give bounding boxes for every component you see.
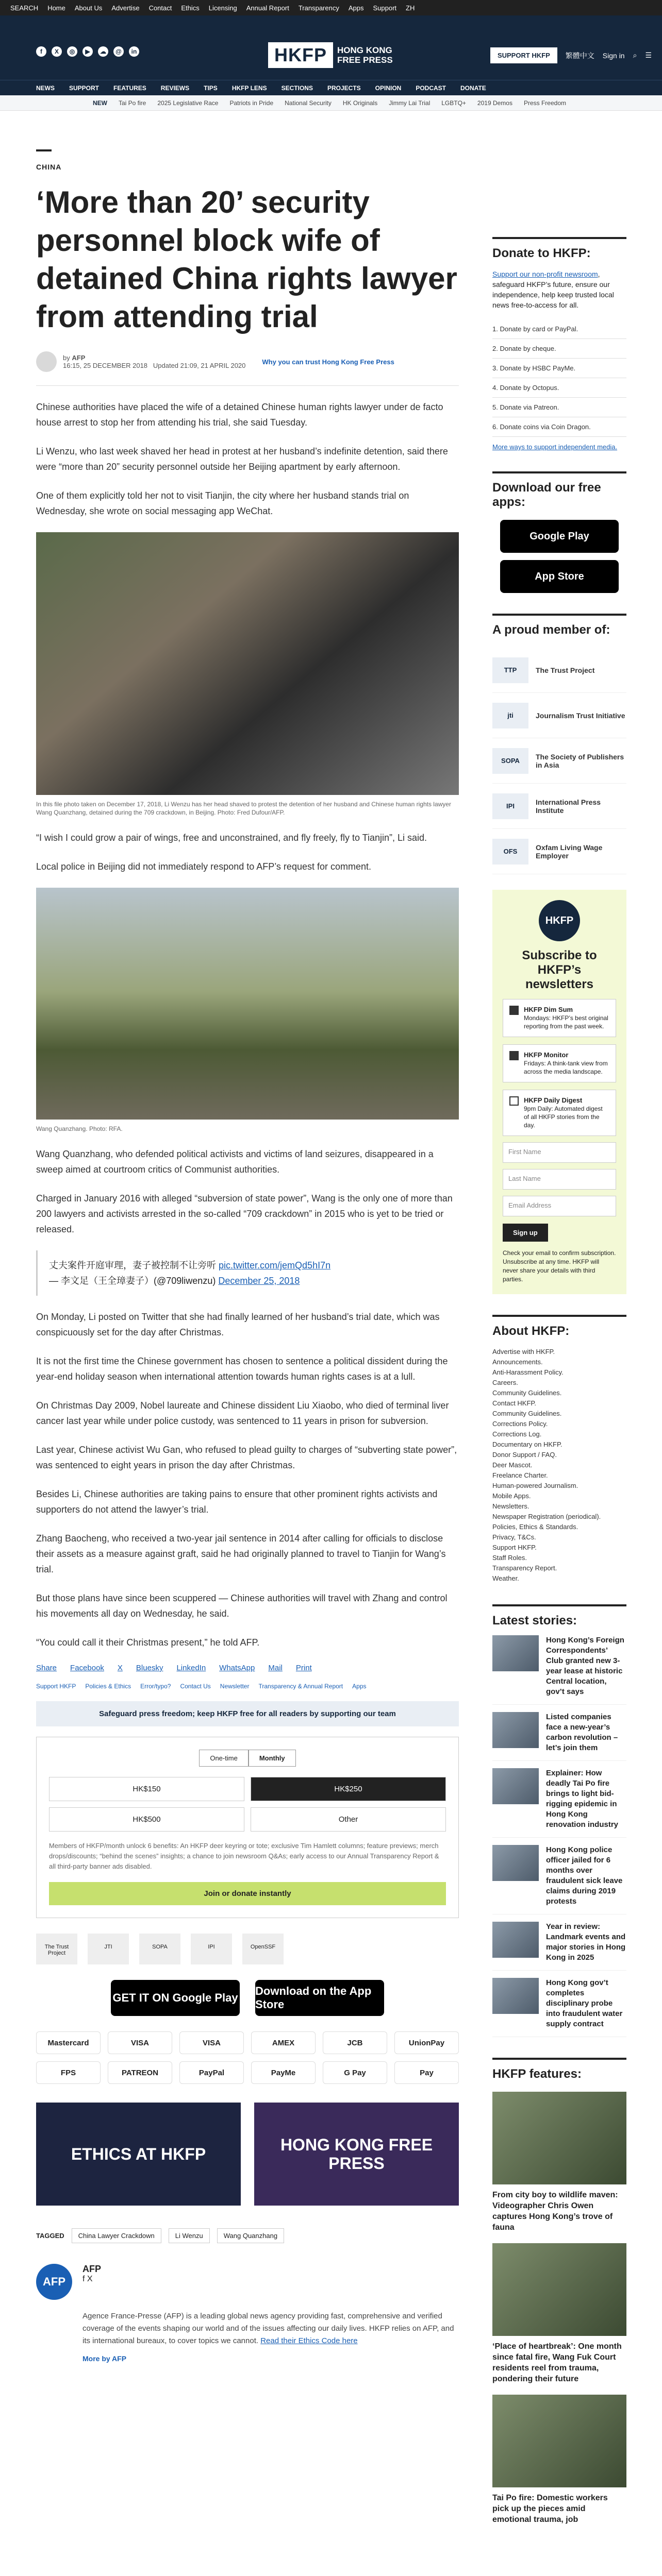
nav-item[interactable]: NEWS: [36, 84, 55, 92]
nav-item[interactable]: HKFP LENS: [231, 84, 267, 92]
paragraph: On Monday, Li posted on Twitter that she had finally learned of her husband’s trial date, which was conspicuously set for the day after Christmas.: [36, 1312, 440, 1337]
newsletter-signup: [492, 890, 626, 1294]
about-link[interactable]: Anti-Harassment Policy.: [492, 1368, 564, 1376]
title-rule: [36, 149, 52, 151]
nav-item[interactable]: PODCAST: [416, 84, 446, 92]
paragraph: “You could call it their Christmas present,” he told AFP.: [36, 1637, 260, 1648]
newsletter-name: HKFP Monitor: [524, 1051, 569, 1059]
publish-date: 16:15, 25 DECEMBER 2018: [63, 362, 148, 369]
nav-item[interactable]: FEATURES: [113, 84, 146, 92]
about-link[interactable]: Staff Roles.: [492, 1554, 527, 1562]
support-newsroom-link[interactable]: Support our non-profit newsroom: [492, 270, 598, 278]
trust-logos: [36, 1934, 459, 1964]
trust-link[interactable]: Why you can trust Hong Kong Free Press: [262, 358, 394, 366]
tweet-text: 丈夫案件开庭审理，妻子被控制不让旁听: [49, 1260, 216, 1270]
paragraph: Li Wenzu, who last week shaved her head in protest at her husband’s indefinite detention, said there were “more than 20” security personnel outside her Beijing apartment by early afternoon.: [36, 446, 448, 472]
about-link[interactable]: Careers.: [492, 1379, 518, 1386]
member-item[interactable]: [492, 829, 626, 874]
about-link[interactable]: Policies, Ethics & Standards.: [492, 1523, 578, 1531]
story-title: Hong Kong gov’t completes disciplinary probe into fraudulent water supply contract: [546, 1978, 623, 2028]
nav-item[interactable]: OPINION: [375, 84, 402, 92]
footer-link[interactable]: Apps: [352, 1683, 367, 1690]
checkbox-checked[interactable]: [509, 1051, 519, 1060]
payment-logo[interactable]: Mastercard: [36, 2031, 101, 2054]
member-logo: IPI: [492, 793, 528, 819]
top-link[interactable]: Transparency: [298, 4, 339, 12]
trending-link[interactable]: 2019 Demos: [477, 99, 512, 107]
feature-item[interactable]: [492, 2243, 626, 2384]
paragraph: On Christmas Day 2009, Nobel laureate and Chinese dissident Liu Xiaobo, who died of terminal liver cancer last year while under police custody, was sentenced to 11 years in prison for subversion.: [36, 1400, 449, 1426]
nav-item[interactable]: TIPS: [204, 84, 218, 92]
payment-logo[interactable]: PATREON: [108, 2061, 172, 2084]
paragraph: “I wish I could grow a pair of wings, free and unconstrained, and fly freely, fly to Tianjin”, Li said.: [36, 833, 427, 843]
story-item[interactable]: [492, 1705, 626, 1761]
trust-logo[interactable]: IPI: [191, 1934, 232, 1964]
about-link[interactable]: Newsletters.: [492, 1502, 529, 1510]
story-item[interactable]: [492, 1971, 626, 2037]
newsletter-option-text: [524, 1051, 609, 1076]
payment-logo[interactable]: FPS: [36, 2061, 101, 2084]
story-title: Hong Kong’s Foreign Correspondents’ Club granted new 3-year lease at historic Central location, gov’t says: [546, 1636, 624, 1696]
member-logo: SOPA: [492, 748, 528, 774]
trending-bar: [0, 95, 662, 111]
amount-option[interactable]: HK$500: [49, 1807, 244, 1832]
paragraph: Wang Quanzhang, who defended political activists and victims of land seizures, disappeared in a sweep aimed at courtroom critics of Communist authorities.: [36, 1149, 434, 1175]
newsletter-desc: Mondays: HKFP’s best original reporting from the past week.: [524, 1014, 608, 1030]
about-link[interactable]: Weather.: [492, 1574, 519, 1582]
trending-link[interactable]: National Security: [285, 99, 332, 107]
more-by-author[interactable]: More by AFP: [82, 2354, 127, 2363]
byline-text: [63, 354, 245, 369]
facebook-icon[interactable]: f: [82, 2275, 85, 2283]
latest-heading: Latest stories:: [492, 1604, 626, 1628]
about-link[interactable]: Transparency Report.: [492, 1564, 557, 1572]
member-name: Oxfam Living Wage Employer: [536, 843, 603, 860]
app-store-badge[interactable]: App Store: [500, 560, 619, 593]
threads-icon[interactable]: @: [113, 46, 124, 57]
share-link[interactable]: Mail: [268, 1664, 283, 1672]
tags-label: TAGGED: [36, 2232, 64, 2240]
share-link[interactable]: Bluesky: [136, 1664, 163, 1672]
checkbox-unchecked[interactable]: [509, 1096, 519, 1106]
last-name-input[interactable]: Last Name: [503, 1169, 616, 1190]
paragraph: Last year, Chinese activist Wu Gan, who refused to plead guilty to charges of “subverting state power”, was sentenced to eight years in prison the day after Christmas.: [36, 1445, 457, 1470]
sidebar-app-badges: [492, 520, 626, 593]
divider: [36, 385, 459, 386]
main-nav: [0, 80, 662, 95]
donate-heading: Donate to HKFP:: [492, 237, 626, 261]
about-link[interactable]: Privacy, T&Cs.: [492, 1533, 536, 1541]
paragraph: But those plans have since been scuppered — Chinese authorities will travel with Zhang and control his movements all day on Wednesday, he said.: [36, 1593, 448, 1619]
newsletter-desc: Fridays: A think-tank view from across the media landscape.: [524, 1060, 608, 1075]
promo-videos: [36, 2103, 459, 2206]
story-thumbnail: [492, 1922, 539, 1958]
payment-logo[interactable]: VISA: [179, 2031, 244, 2054]
about-link[interactable]: Support HKFP.: [492, 1544, 537, 1551]
donate-option[interactable]: 6. Donate coins via Coin Dragon.: [492, 417, 626, 437]
payment-logo[interactable]: Pay: [394, 2061, 459, 2084]
about-link[interactable]: Mobile Apps.: [492, 1492, 531, 1500]
author-avatar-large[interactable]: AFP: [36, 2264, 72, 2300]
bluesky-icon[interactable]: ☁: [98, 46, 108, 57]
share-link[interactable]: LinkedIn: [176, 1664, 206, 1672]
share-link[interactable]: X: [117, 1664, 123, 1672]
nav-item[interactable]: SECTIONS: [281, 84, 313, 92]
tag-link[interactable]: Li Wenzu: [169, 2228, 210, 2243]
new-label: NEW: [93, 99, 107, 107]
feature-item[interactable]: [492, 2395, 626, 2525]
feature-image: [492, 2395, 626, 2487]
share-link[interactable]: WhatsApp: [219, 1664, 255, 1672]
header-actions: [490, 47, 652, 63]
amount-options: [49, 1777, 446, 1832]
top-link[interactable]: Apps: [348, 4, 364, 12]
newsletter-title: Subscribe to HKFP’s newsletters: [522, 948, 597, 991]
figure-li-wenzu: [36, 532, 459, 817]
tags: [36, 2228, 459, 2243]
newsletter-name: HKFP Dim Sum: [524, 1006, 573, 1013]
newsletter-note: Check your email to confirm subscription. Unsubscribe at any time. HKFP will never share your details with third parties.: [503, 1249, 616, 1283]
newsletter-desc: 9pm Daily: Automated digest of all HKFP stories from the day.: [524, 1105, 603, 1129]
top-link[interactable]: Advertise: [111, 4, 140, 12]
trending-link[interactable]: Jimmy Lai Trial: [389, 99, 431, 107]
google-play-badge[interactable]: Google Play: [500, 520, 619, 553]
tweet-pic-link[interactable]: pic.twitter.com/jemQd5hI7n: [219, 1260, 331, 1270]
feature-item[interactable]: [492, 2092, 626, 2233]
trending-link[interactable]: LGBTQ+: [441, 99, 466, 107]
signin-link[interactable]: Sign in: [602, 51, 625, 60]
member-heading: A proud member of:: [492, 614, 626, 637]
member-logo: TTP: [492, 657, 528, 683]
trust-logo[interactable]: JTI: [88, 1934, 129, 1964]
amount-option[interactable]: Other: [251, 1807, 446, 1832]
about-link[interactable]: Announcements.: [492, 1358, 543, 1366]
author-social-icons: [82, 2275, 101, 2284]
footer-link[interactable]: Support HKFP: [36, 1683, 76, 1690]
signup-button[interactable]: Sign up: [503, 1224, 548, 1242]
byline: [36, 351, 459, 372]
donate-widget: [36, 1737, 459, 1918]
about-link[interactable]: Donor Support / FAQ.: [492, 1451, 557, 1459]
nav-item[interactable]: PROJECTS: [327, 84, 361, 92]
author-link[interactable]: AFP: [72, 354, 86, 362]
byline-prefix: by: [63, 354, 70, 362]
donate-intro-text: , safeguard HKFP’s future, ensure our independence, help keep trusted local news free-to-access for all.: [492, 270, 614, 309]
share-link[interactable]: Share: [36, 1664, 57, 1672]
payment-logo[interactable]: AMEX: [251, 2031, 316, 2054]
figure-wang-quanzhang: [36, 888, 459, 1133]
apps-heading: Download our free apps:: [492, 471, 626, 510]
about-link[interactable]: Documentary on HKFP.: [492, 1440, 562, 1448]
trending-link[interactable]: Tai Po fire: [119, 99, 146, 107]
top-link[interactable]: ZH: [406, 4, 415, 12]
story-thumbnail: [492, 1768, 539, 1804]
donate-option[interactable]: 3. Donate by HSBC PayMe.: [492, 359, 626, 378]
story-item[interactable]: [492, 1761, 626, 1838]
email-input[interactable]: Email Address: [503, 1196, 616, 1216]
about-link[interactable]: Human-powered Journalism.: [492, 1482, 578, 1489]
paragraph: One of them explicitly told her not to visit Tianjin, the city where her husband stands trial on Wednesday, she wrote on social messaging app WeChat.: [36, 490, 409, 516]
member-logo: jti: [492, 703, 528, 728]
member-item[interactable]: [492, 648, 626, 693]
author-bio-text: Agence France-Presse (AFP) is a leading global news agency providing fast, comprehensive and verified coverage of the events shaping our world and of the issues affecting our daily lives. HKFP relies on AFP, and its international bureaux, to cover topics we cannot.: [82, 2312, 454, 2345]
amount-option[interactable]: HK$150: [49, 1777, 244, 1801]
member-item[interactable]: [492, 738, 626, 784]
safeguard-banner[interactable]: Safeguard press freedom; keep HKFP free for all readers by supporting our team: [36, 1701, 459, 1726]
story-thumbnail: [492, 1635, 539, 1671]
story-title: Explainer: How deadly Tai Po fire brings to light bid-rigging epidemic in Hong Kong renovation industry: [546, 1769, 619, 1829]
about-link[interactable]: Contact HKFP.: [492, 1399, 537, 1407]
logo-line: HONG KONG: [337, 45, 392, 55]
site-header: [0, 15, 662, 80]
about-link[interactable]: Deer Mascot.: [492, 1461, 533, 1469]
about-link[interactable]: Corrections Policy.: [492, 1420, 548, 1428]
language-link[interactable]: 繁體中文: [565, 51, 594, 60]
story-item[interactable]: [492, 1914, 626, 1971]
feature-title: ‘Place of heartbreak’: One month since fatal fire, Wang Fuk Court residents reel from trauma, pondering their future: [492, 2342, 622, 2383]
latest-stories: [492, 1628, 626, 2037]
nav-item[interactable]: REVIEWS: [160, 84, 190, 92]
donate-option[interactable]: 1. Donate by card or PayPal.: [492, 319, 626, 339]
article-category[interactable]: CHINA: [36, 163, 62, 171]
trust-logo[interactable]: SOPA: [139, 1934, 180, 1964]
about-link[interactable]: Corrections Log.: [492, 1430, 542, 1438]
feature-image: [492, 2243, 626, 2336]
paragraph: Besides Li, Chinese authorities are taking pains to ensure that other prominent rights activists and supporters do not attend the lawyer’s trial.: [36, 1489, 438, 1515]
newsletter-option[interactable]: [503, 999, 616, 1037]
monthly-option[interactable]: Monthly: [249, 1750, 296, 1767]
paragraph: Zhang Baocheng, who received a two-year jail sentence in 2014 after calling for officials to disclose their assets as a measure against graft, said he had originally planned to travel to Tianjin for Wang’s trial.: [36, 1533, 446, 1574]
more-ways-link[interactable]: More ways to support independent media.: [492, 443, 618, 451]
embedded-tweet: [36, 1250, 459, 1296]
about-link[interactable]: Newspaper Registration (periodical).: [492, 1513, 601, 1520]
story-thumbnail: [492, 1845, 539, 1881]
paragraph: It is not the first time the Chinese government has chosen to sentence a political dissident during the year-end holiday season when international attention towards human rights cases is at a lull.: [36, 1356, 448, 1382]
trending-link[interactable]: Patriots in Pride: [229, 99, 274, 107]
story-thumbnail: [492, 1978, 539, 2014]
frequency-toggle: [49, 1750, 446, 1767]
membership-note: Members of HKFP/month unlock 6 benefits: An HKFP deer keyring or tote; exclusive Tim Hamlett columns; feature previews; merch drops/discounts; “behind the scenes” insights; a chance to join newsroom Q&As; early access to our Annual Transparency Report & all third-party banner ads disabled.: [49, 1842, 439, 1870]
app-store-badge[interactable]: Download on the App Store: [255, 1980, 384, 2016]
linkedin-icon[interactable]: in: [129, 46, 139, 57]
donate-options: [492, 319, 626, 437]
photo-wang-quanzhang: [36, 888, 459, 1120]
youtube-icon[interactable]: ▶: [82, 46, 93, 57]
logo-line: FREE PRESS: [337, 55, 393, 65]
trending-link[interactable]: 2025 Legislative Race: [157, 99, 219, 107]
google-play-badge[interactable]: GET IT ON Google Play: [111, 1980, 240, 2016]
member-name: Journalism Trust Initiative: [536, 711, 625, 720]
amount-option-selected[interactable]: HK$250: [251, 1777, 446, 1801]
payment-logo[interactable]: PayMe: [251, 2061, 316, 2084]
top-link[interactable]: Support: [373, 4, 397, 12]
top-link[interactable]: Contact: [148, 4, 172, 12]
donate-option[interactable]: 4. Donate by Octopus.: [492, 378, 626, 398]
member-name: International Press Institute: [536, 798, 601, 815]
payment-logo[interactable]: UnionPay: [394, 2031, 459, 2054]
logo-mark: HKFP: [268, 42, 333, 68]
top-link[interactable]: Home: [47, 4, 65, 12]
author-info: [82, 2264, 101, 2300]
photo-caption: In this file photo taken on December 17, 2018, Li Wenzu has her head shaved to protest the detention of her husband and Chinese human rights lawyer Wang Quanzhang, detained during the 709 crackdown, in Beijing. Photo: Fred Dufour/AFP.: [36, 801, 451, 816]
donate-option[interactable]: 2. Donate by cheque.: [492, 339, 626, 359]
feature-image: [492, 2092, 626, 2184]
tag-link[interactable]: Wang Quanzhang: [217, 2228, 284, 2243]
footer-link[interactable]: Transparency & Annual Report: [258, 1683, 343, 1690]
paragraph: Charged in January 2016 with alleged “subversion of state power”, Wang is the only one of more than 200 lawyers and activists arrested in the so-called “709 crackdown” in 2015 who is yet to be tried or released.: [36, 1193, 453, 1234]
member-name: The Trust Project: [536, 666, 595, 674]
hkfp-promo[interactable]: HONG KONG FREE PRESS: [254, 2103, 459, 2206]
newsletter-logo: HKFP: [539, 900, 580, 941]
about-links: [492, 1347, 626, 1584]
story-title: Hong Kong police officer jailed for 6 months over fraudulent sick leave claims during 2019 protests: [546, 1845, 623, 1906]
payment-logo[interactable]: JCB: [323, 2031, 387, 2054]
menu-icon[interactable]: ☰: [645, 51, 652, 59]
one-time-option[interactable]: One-time: [199, 1750, 248, 1767]
features-heading: HKFP features:: [492, 2058, 626, 2081]
join-donate-button[interactable]: Join or donate instantly: [49, 1882, 446, 1905]
top-link[interactable]: About Us: [74, 4, 103, 12]
article-footer-links: [36, 1683, 459, 1690]
story-title: Year in review: Landmark events and major stories in Hong Kong in 2025: [546, 1922, 626, 1962]
search-icon[interactable]: ⌕: [633, 51, 637, 59]
trust-logo[interactable]: OpenSSF: [242, 1934, 284, 1964]
story-item[interactable]: [492, 1838, 626, 1914]
donate-intro: [492, 269, 626, 310]
footer-link[interactable]: Newsletter: [220, 1683, 250, 1690]
about-link[interactable]: Advertise with HKFP.: [492, 1348, 555, 1355]
photo-caption: Wang Quanzhang. Photo: RFA.: [36, 1125, 123, 1132]
app-store-badges: [36, 1980, 459, 2016]
newsletter-name: HKFP Daily Digest: [524, 1096, 583, 1104]
first-name-input[interactable]: First Name: [503, 1142, 616, 1163]
member-name: The Society of Publishers in Asia: [536, 752, 624, 769]
about-heading: About HKFP:: [492, 1315, 626, 1338]
story-thumbnail: [492, 1712, 539, 1748]
newsletter-option-text: [524, 1096, 609, 1129]
footer-link[interactable]: Error/typo?: [140, 1683, 171, 1690]
newsletter-option-text: [524, 1006, 609, 1030]
share-link[interactable]: Print: [295, 1664, 312, 1672]
feature-title: Tai Po fire: Domestic workers pick up the pieces amid emotional trauma, job: [492, 2494, 608, 2524]
facebook-icon[interactable]: f: [36, 46, 46, 57]
payment-logo[interactable]: G Pay: [323, 2061, 387, 2084]
top-link[interactable]: Ethics: [181, 4, 200, 12]
site-logo[interactable]: [268, 42, 393, 68]
author-bio: [82, 2310, 459, 2365]
paragraph: Chinese authorities have placed the wife of a detained Chinese human rights lawyer under de facto house arrest to stop her from attending his trial, she said Tuesday.: [36, 402, 443, 428]
social-links: [36, 46, 139, 57]
story-title: Listed companies face a new-year’s carbon revolution – let’s join them: [546, 1713, 618, 1752]
member-logo: OFS: [492, 839, 528, 865]
ethics-promo[interactable]: ETHICS AT HKFP: [36, 2103, 241, 2206]
story-item[interactable]: [492, 1628, 626, 1705]
member-list: [492, 648, 626, 874]
about-link[interactable]: Community Guidelines.: [492, 1389, 562, 1397]
sidebar: [492, 237, 626, 2525]
tweet-author: — 李文足（王全璋妻子）(@709liwenzu): [49, 1276, 216, 1286]
footer-link[interactable]: Policies & Ethics: [85, 1683, 131, 1690]
feature-title: From city boy to wildlife maven: Videographer Chris Owen captures Hong Kong’s trove of fauna: [492, 2191, 618, 2232]
trust-logo[interactable]: The Trust Project: [36, 1934, 77, 1964]
payment-logo[interactable]: PayPal: [179, 2061, 244, 2084]
footer-link[interactable]: Contact Us: [180, 1683, 211, 1690]
updated-date: Updated 21:09, 21 APRIL 2020: [153, 362, 246, 369]
top-utility-bar: [0, 0, 662, 15]
about-link[interactable]: Freelance Charter.: [492, 1471, 548, 1479]
payment-methods: [36, 2031, 459, 2084]
logo-wordmark: [337, 45, 393, 65]
share-link[interactable]: Facebook: [70, 1664, 104, 1672]
author-name[interactable]: AFP: [82, 2264, 101, 2274]
tweet-date-link[interactable]: December 25, 2018: [218, 1276, 300, 1286]
tag-link[interactable]: China Lawyer Crackdown: [72, 2228, 161, 2243]
author-box: [36, 2264, 459, 2300]
share-bar: [36, 1664, 459, 1672]
about-link[interactable]: Community Guidelines.: [492, 1410, 562, 1417]
article-main: [36, 124, 459, 2365]
top-link[interactable]: Licensing: [208, 4, 237, 12]
instagram-icon[interactable]: ◎: [67, 46, 77, 57]
author-avatar: [36, 351, 57, 372]
article-title: ‘More than 20’ security personnel block wife of detained China rights lawyer from attending trial: [36, 185, 457, 334]
ethics-code-link[interactable]: Read their Ethics Code here: [260, 2336, 358, 2345]
payment-logo[interactable]: VISA: [108, 2031, 172, 2054]
nav-item[interactable]: DONATE: [460, 84, 486, 92]
newsletter-option[interactable]: [503, 1090, 616, 1136]
donate-option[interactable]: 5. Donate via Patreon.: [492, 398, 626, 417]
photo-li-wenzu: [36, 532, 459, 795]
top-link[interactable]: Annual Report: [246, 4, 289, 12]
paragraph: Local police in Beijing did not immediately respond to AFP’s request for comment.: [36, 861, 372, 872]
nav-item[interactable]: SUPPORT: [69, 84, 100, 92]
trending-link[interactable]: Press Freedom: [523, 99, 566, 107]
checkbox-checked[interactable]: [509, 1006, 519, 1015]
trending-link[interactable]: HK Originals: [342, 99, 378, 107]
support-button[interactable]: SUPPORT HKFP: [490, 47, 557, 63]
newsletter-option[interactable]: [503, 1044, 616, 1082]
x-icon[interactable]: X: [52, 46, 62, 57]
member-item[interactable]: [492, 784, 626, 829]
twitter-icon[interactable]: X: [87, 2275, 93, 2283]
top-link[interactable]: SEARCH: [10, 4, 39, 12]
member-item[interactable]: [492, 693, 626, 738]
